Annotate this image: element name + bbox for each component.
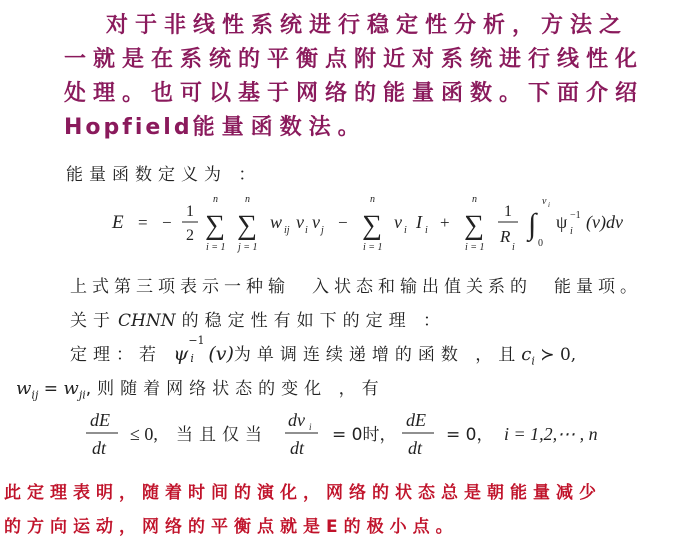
sum-2: ∑ — [237, 210, 257, 241]
hopfield-word: Hopfield — [64, 115, 193, 140]
sum-3: ∑ — [362, 210, 382, 241]
sum-2-n: n — [245, 194, 250, 205]
conclusion-line-2-post: 的极小点。 — [343, 517, 459, 537]
theorem-c-cond: ≻ 0, — [534, 345, 577, 365]
sum-3-n: n — [370, 194, 375, 205]
energy-definition-label: 能量函数定义为 ： — [66, 165, 262, 185]
R-sub: i — [512, 242, 515, 253]
intro-line-4-rest: 能量函数法。 — [192, 115, 367, 140]
theorem-w-ij-sub: ij — [31, 388, 39, 402]
theorem-psi-scripts — [188, 334, 208, 365]
chnn-term: CHNN — [118, 311, 176, 331]
sum-4-lower: i = 1 — [465, 242, 485, 253]
formula-psi: ψ — [556, 212, 568, 232]
theorem-line-2 — [16, 374, 385, 401]
chnn-intro-pre: 关于 — [70, 311, 116, 331]
dv-numerator: dv — [288, 410, 305, 430]
dt-denominator-2: dt — [290, 438, 305, 458]
theorem-w-ji: w — [63, 378, 79, 399]
theorem-psi-sub: i — [190, 352, 194, 365]
formula-eq: = — [138, 213, 148, 232]
formula-v-j: v — [312, 212, 320, 232]
formula-psi-sub: i — [570, 226, 573, 237]
formula-w: w — [270, 212, 283, 232]
intro-line-4 — [64, 110, 367, 141]
sum-4: ∑ — [464, 210, 484, 241]
theorem-line-1 — [70, 334, 577, 368]
formula-v-i-2: v — [394, 212, 402, 232]
sum-1-lower: i = 1 — [206, 242, 226, 253]
formula-v-j-sub: j — [321, 225, 324, 236]
theorem-w-eq: = — [38, 379, 64, 399]
dt-denominator-1: dt — [92, 438, 107, 458]
eq-zero-2: = 0， — [446, 425, 494, 445]
theorem-psi-sup: −1 — [188, 334, 205, 347]
sum-4-n: n — [472, 194, 477, 205]
formula-arg: (v)dv — [586, 212, 623, 232]
formula-minus-1: − — [162, 213, 172, 232]
theorem-c: c — [521, 344, 532, 365]
theorem-psi: ψ — [173, 343, 189, 365]
dE-numerator-1: dE — [90, 410, 110, 430]
intro-line-2: 一就是在系统的平衡点附近对系统进行线性化 — [64, 47, 645, 72]
conclusion-E: E — [326, 517, 344, 537]
formula-minus-2: − — [338, 213, 348, 232]
integral-upper-sub: i — [548, 201, 550, 209]
dt-denominator-3: dt — [408, 438, 423, 458]
formula-v-i-1: v — [296, 212, 304, 232]
eq-zero-when: = 0时， — [332, 425, 397, 445]
R-numerator: 1 — [504, 203, 512, 220]
theorem-w-ij: w — [16, 378, 32, 399]
sum-1-n: n — [213, 194, 218, 205]
R-denominator: R — [500, 227, 511, 246]
dv-sub: i — [309, 422, 312, 432]
theorem-label: 定理：若 — [70, 345, 162, 365]
integral-lower: 0 — [538, 238, 543, 249]
derivative-condition — [0, 404, 700, 464]
formula-plus: + — [440, 213, 450, 232]
le-zero: ≤ 0, — [130, 424, 158, 444]
dE-numerator-2: dE — [406, 410, 426, 430]
chnn-intro-post: 的稳定性有如下的定理 ： — [181, 311, 446, 331]
sum-2-lower: j = 1 — [238, 242, 258, 253]
chnn-stability-intro — [70, 306, 446, 331]
formula-I: I — [416, 212, 422, 232]
energy-function-formula — [0, 190, 700, 270]
sum-3-lower: i = 1 — [363, 242, 383, 253]
if-and-only-if: 当且仅当 — [176, 425, 268, 445]
i-range: i = 1,2,⋯ , n — [504, 424, 598, 444]
theorem-monotone-text: 为单调连续递增的函数 ，且 — [233, 345, 522, 365]
integral-upper-v: v — [542, 196, 547, 207]
theorem-c-sub: i — [531, 354, 535, 368]
conclusion-line-2-pre: 的方向运动，网络的平衡点就是 — [4, 517, 326, 537]
conclusion-line-1: 此定理表明，随着时间的演化，网络的状态总是朝能量减少 — [4, 483, 602, 503]
integral-sign: ∫ — [528, 208, 537, 241]
intro-line-3: 处理。也可以基于网络的能量函数。下面介绍 — [64, 81, 645, 106]
formula-E: E — [112, 212, 124, 233]
theorem-psi-arg: (v) — [208, 343, 234, 365]
formula-v-i-1-sub: i — [305, 225, 308, 236]
formula-w-ij: ij — [284, 225, 290, 236]
conclusion-line-2 — [4, 512, 459, 537]
sum-1: ∑ — [205, 210, 225, 241]
intro-line-1: 对于非线性系统进行稳定性分析，方法之 — [106, 13, 629, 38]
formula-v-i-2-sub: i — [404, 225, 407, 236]
third-term-explanation: 上式第三项表示一种输 入状态和输出值关系的 能量项。 — [70, 277, 642, 297]
half-denominator: 2 — [186, 227, 194, 244]
half-numerator: 1 — [186, 203, 194, 220]
theorem-w-ji-sub: ji — [78, 388, 86, 402]
formula-I-sub: i — [425, 225, 428, 236]
theorem-rest: ,则随着网络状态的变化 ，有 — [85, 379, 385, 399]
formula-psi-sup: −1 — [570, 210, 581, 221]
